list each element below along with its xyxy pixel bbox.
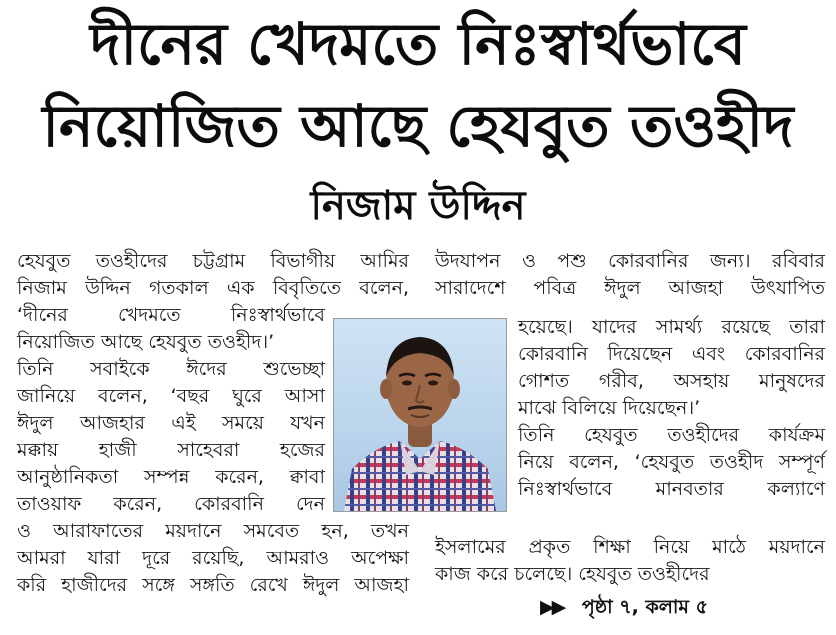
paragraph-line: ঈদুল আজহার এই সময়ে যখন	[17, 412, 325, 434]
paragraph-line: মক্কায় হাজী সাহেবরা হজের	[17, 439, 325, 461]
paragraph-line: মাঝে বিলিয়ে দিয়েছেন।’	[518, 397, 701, 419]
paragraph-line: নিয়ে বলেন, ‘হেযবুত তওহীদ সম্পূর্ণ	[518, 451, 825, 473]
paragraph-line: ‘দীনের খেদমতে নিঃস্বার্থভাবে	[17, 304, 325, 326]
double-arrow-icon: ▶▶	[540, 596, 564, 618]
continued-reference	[540, 593, 708, 625]
paragraph-line: কাজ করে চলেছে। হেযবুত তওহীদের	[435, 563, 710, 585]
headline-line-1: দীনের খেদমতে নিঃস্বার্থভাবে	[90, 10, 746, 78]
byline: নিজাম উদ্দিন	[310, 183, 526, 229]
paragraph-line: করি হাজীদের সঙ্গে সঙ্গতি রেখে ঈদুল আজহা	[17, 574, 409, 596]
portrait-photo-icon	[334, 319, 506, 511]
paragraph-line: ও আরাফাতের ময়দানে সমবেত হন, তখন	[17, 520, 409, 542]
paragraph-line: আমরা যারা দূরে রয়েছি, আমরাও অপেক্ষা	[17, 547, 409, 569]
paragraph-line: সারাদেশে পবিত্র ঈদুল আজহা উৎযাপিত	[435, 277, 825, 299]
portrait-photo	[333, 318, 507, 512]
paragraph-line: নিঃস্বার্থভাবে মানবতার কল্যাণে	[518, 478, 825, 500]
headline-line-2: নিয়োজিত আছে হেযবুত তওহীদ	[42, 92, 794, 160]
paragraph-line: নিয়োজিত আছে হেযবুত তওহীদ।’	[17, 331, 275, 353]
continued-text: পৃষ্ঠা ৭, কলাম ৫	[581, 596, 708, 618]
paragraph-line: আনুষ্ঠানিকতা সম্পন্ন করেন, ক্বাবা	[17, 466, 325, 488]
paragraph-line: ইসলামের প্রকৃত শিক্ষা নিয়ে মাঠে ময়দানে	[435, 536, 825, 558]
paragraph-line: তিনি হেযবুত তওহীদের কার্যক্রম	[518, 424, 825, 446]
paragraph-line: হয়েছে। যাদের সামর্থ্য রয়েছে তারা	[518, 316, 825, 338]
paragraph-line: নিজাম উদ্দিন গতকাল এক বিবৃতিতে বলেন,	[17, 277, 409, 299]
paragraph-line: হেযবুত তওহীদের চট্টগ্রাম বিভাগীয় আমির	[17, 250, 409, 272]
paragraph-line: গোশত গরীব, অসহায় মানুষদের	[518, 370, 825, 392]
paragraph-line: জানিয়ে বলেন, ‘বছর ঘুরে আসা	[17, 385, 325, 407]
paragraph-line: উদযাপন ও পশু কোরবানির জন্য। রবিবার	[435, 250, 825, 272]
paragraph-line: তাওয়াফ করেন, কোরবানি দেন	[17, 493, 325, 515]
paragraph-line: কোরবানি দিয়েছেন এবং কোরবানির	[518, 343, 825, 365]
paragraph-line: তিনি সবাইকে ঈদের শুভেচ্ছা	[17, 358, 325, 380]
